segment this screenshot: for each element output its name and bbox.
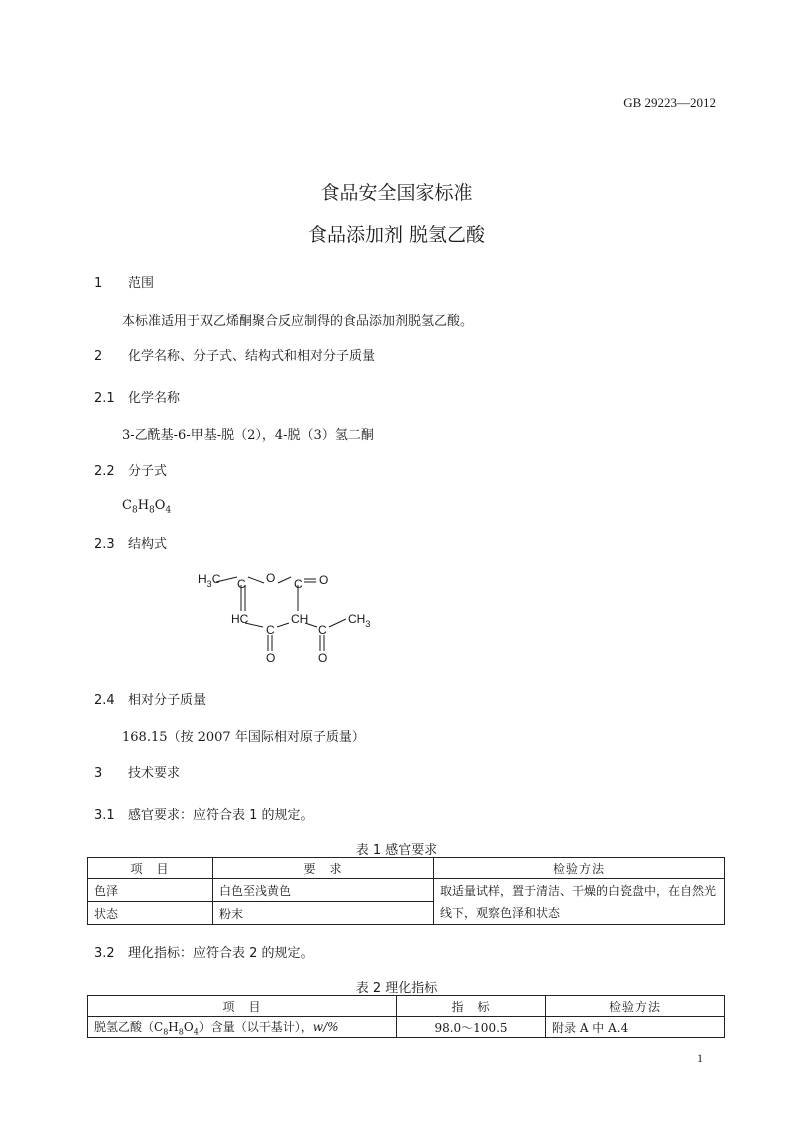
- table-row: [88, 1017, 725, 1038]
- section-2-3-heading: [94, 533, 167, 552]
- table-2-caption: 表 2 理化指标: [355, 981, 438, 996]
- table-cell: 状态: [88, 902, 213, 925]
- column-header: 指 标: [397, 996, 546, 1017]
- ring-carbon-label: C: [237, 577, 246, 591]
- section-label: 化学名称: [128, 391, 181, 406]
- section-number: 2.3: [94, 537, 115, 552]
- column-header: 检验方法: [434, 858, 725, 879]
- standard-number: GB 29223—2012: [623, 95, 716, 110]
- section-number: 2.2: [94, 464, 115, 479]
- ring-carbon-label: C: [266, 623, 275, 637]
- table-cell: 白色至浅黄色: [213, 879, 434, 902]
- molecular-weight: 168.15（按 2007 年国际相对原子质量）: [122, 730, 365, 745]
- section-label: 感官要求：应符合表 1 的规定。: [128, 808, 314, 823]
- table-cell: 色泽: [88, 879, 213, 902]
- main-title: 食品安全国家标准: [320, 182, 473, 204]
- ring-ch-label: HC: [231, 612, 249, 626]
- table-2: [87, 995, 725, 1038]
- section-1-heading: [94, 272, 154, 291]
- column-header: 检验方法: [546, 996, 725, 1017]
- table-1-caption: 表 1 感官要求: [355, 843, 438, 858]
- table-cell: 附录 A 中 A.4: [546, 1017, 725, 1038]
- section-label: 技术要求: [128, 766, 181, 781]
- table-row: [88, 879, 725, 902]
- section-2-1-heading: [94, 387, 180, 406]
- section-number: 3.2: [94, 946, 115, 961]
- section-number: 1: [94, 276, 103, 291]
- section-label: 相对分子质量: [128, 693, 207, 708]
- molecular-formula: $C_8H_8O_4$: [122, 498, 172, 516]
- ring-ch-label: CH: [291, 612, 309, 626]
- table-1: [87, 857, 725, 925]
- section-2-2-heading: [94, 460, 167, 479]
- section-3-1-heading: [94, 804, 314, 823]
- section-3-2-heading: [94, 942, 314, 961]
- methyl-group-label: $H_3C$: [198, 572, 221, 589]
- section-number: 2.4: [94, 693, 115, 708]
- carbonyl-oxygen-label: O: [318, 651, 328, 665]
- ring-oxygen-label: O: [266, 571, 276, 585]
- table-cell: 取适量试样，置于清洁、干燥的白瓷盘中，在自然光线下，观察色泽和状态: [434, 879, 725, 925]
- ring-carbon-label: C: [294, 577, 303, 591]
- section-2-4-heading: [94, 689, 206, 708]
- carbonyl-oxygen-label: O: [266, 651, 276, 665]
- table-cell: 脱氢乙酸$(C_8H_8O_4)$含量（以干基计），w/%: [88, 1017, 397, 1038]
- section-number: 2.1: [94, 391, 115, 406]
- column-header: 要 求: [213, 858, 434, 879]
- table-cell: 粉末: [213, 902, 434, 925]
- table-header-row: [88, 858, 725, 879]
- chemical-name: 3-乙酰基-6-甲基-脱（2），4-脱（3）氢二酮: [122, 428, 374, 443]
- column-header: 项 目: [88, 858, 213, 879]
- table-cell: 98.0～100.5: [397, 1017, 546, 1038]
- page-number: 1: [697, 1051, 703, 1065]
- section-label: 分子式: [128, 464, 168, 479]
- section-label: 理化指标：应符合表 2 的规定。: [128, 946, 314, 961]
- section-label: 化学名称、分子式、结构式和相对分子质量: [128, 349, 376, 364]
- section-number: 3: [94, 766, 103, 781]
- carbonyl-oxygen-label: O: [319, 573, 329, 587]
- methyl-group-label: $CH_3$: [348, 612, 371, 629]
- section-label: 范围: [128, 276, 155, 291]
- section-2-heading: [94, 345, 375, 364]
- section-label: 结构式: [128, 537, 168, 552]
- column-header: 项 目: [88, 996, 397, 1017]
- section-number: 3.1: [94, 808, 115, 823]
- section-1-body: 本标准适用于双乙烯酮聚合反应制得的食品添加剂脱氢乙酸。: [122, 314, 474, 329]
- table-header-row: [88, 996, 725, 1017]
- section-3-heading: [94, 762, 180, 781]
- acetyl-carbon-label: C: [318, 623, 327, 637]
- sub-title: 食品添加剂 脱氢乙酸: [307, 224, 486, 246]
- section-number: 2: [94, 349, 103, 364]
- structural-formula: [190, 565, 390, 665]
